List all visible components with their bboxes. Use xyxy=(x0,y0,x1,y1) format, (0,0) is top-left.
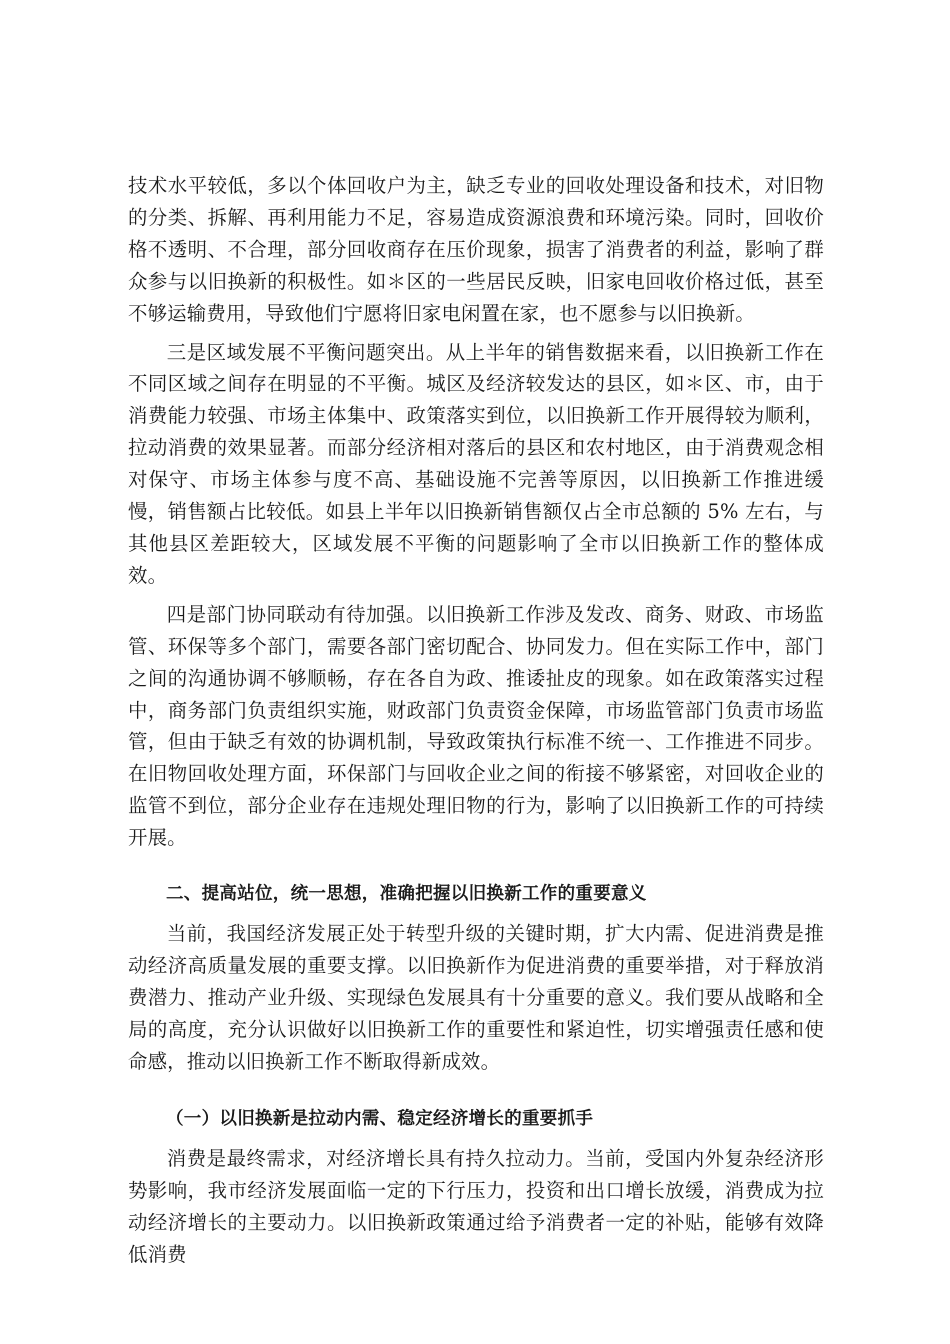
paragraph-department-coordination: 四是部门协同联动有待加强。以旧换新工作涉及发改、商务、财政、市场监管、环保等多个部门，需要各部门密切配合、协同发力。但在实际工作中，部门之间的沟通协调不够顺畅，存在各自为政、推诿扯皮的现象。如在政策落实过程中，商务部门负责组织实施，财政部门负责资金保障，市场监管部门负责市场监管，但由于缺乏有效的协调机制，导致政策执行标准不统一、工作推进不同步。在旧物回收处理方面，环保部门与回收企业之间的衔接不够紧密，对回收企业的监管不到位，部分企业存在违规处理旧物的行为，影响了以旧换新工作的可持续开展。 xyxy=(128,602,824,850)
document-page xyxy=(128,170,824,1271)
paragraph-subsection-1: 消费是最终需求，对经济增长具有持久拉动力。当前，受国内外复杂经济形势影响，我市经济发展面临一定的下行压力，投资和出口增长放缓，消费成为拉动经济增长的主要动力。以旧换新政策通过给予消费者一定的补贴，能够有效降低消费 xyxy=(128,1147,824,1267)
subsection-heading-1: （一）以旧换新是拉动内需、稳定经济增长的重要抓手 xyxy=(166,1109,594,1130)
paragraph-section-2-intro: 当前，我国经济发展正处于转型升级的关键时期，扩大内需、促进消费是推动经济高质量发展的重要支撑。以旧换新作为促进消费的重要举措，对于释放消费潜力、推动产业升级、实现绿色发展具有十分重要的意义。我们要从战略和全局的高度，充分认识做好以旧换新工作的重要性和紧迫性，切实增强责任感和使命感，推动以旧换新工作不断取得新成效。 xyxy=(128,921,824,1073)
paragraph-recycling-issues: 技术水平较低，多以个体回收户为主，缺乏专业的回收处理设备和技术，对旧物的分类、拆解、再利用能力不足，容易造成资源浪费和环境污染。同时，回收价格不透明、不合理，部分回收商存在压价现象，损害了消费者的利益，影响了群众参与以旧换新的积极性。如＊区的一些居民反映，旧家电回收价格过低，甚至不够运输费用，导致他们宁愿将旧家电闲置在家，也不愿参与以旧换新。 xyxy=(128,174,824,325)
section-heading-2: 二、提高站位，统一思想，准确把握以旧换新工作的重要意义 xyxy=(166,884,647,905)
paragraph-regional-imbalance: 三是区域发展不平衡问题突出。从上半年的销售数据来看，以旧换新工作在不同区域之间存在明显的不平衡。城区及经济较发达的县区，如＊区、市，由于消费能力较强、市场主体集中、政策落实到位，以旧换新工作开展得较为顺利，拉动消费的效果显著。而部分经济相对落后的县区和农村地区，由于消费观念相对保守、市场主体参与度不高、基础设施不完善等原因，以旧换新工作推进缓慢，销售额占比较低。如县上半年以旧换新销售额仅占全市总额的 5% 左右，与其他县区差距较大，区域发展不平衡的问题影响了全市以旧换新工作的整体成效。 xyxy=(128,340,824,587)
